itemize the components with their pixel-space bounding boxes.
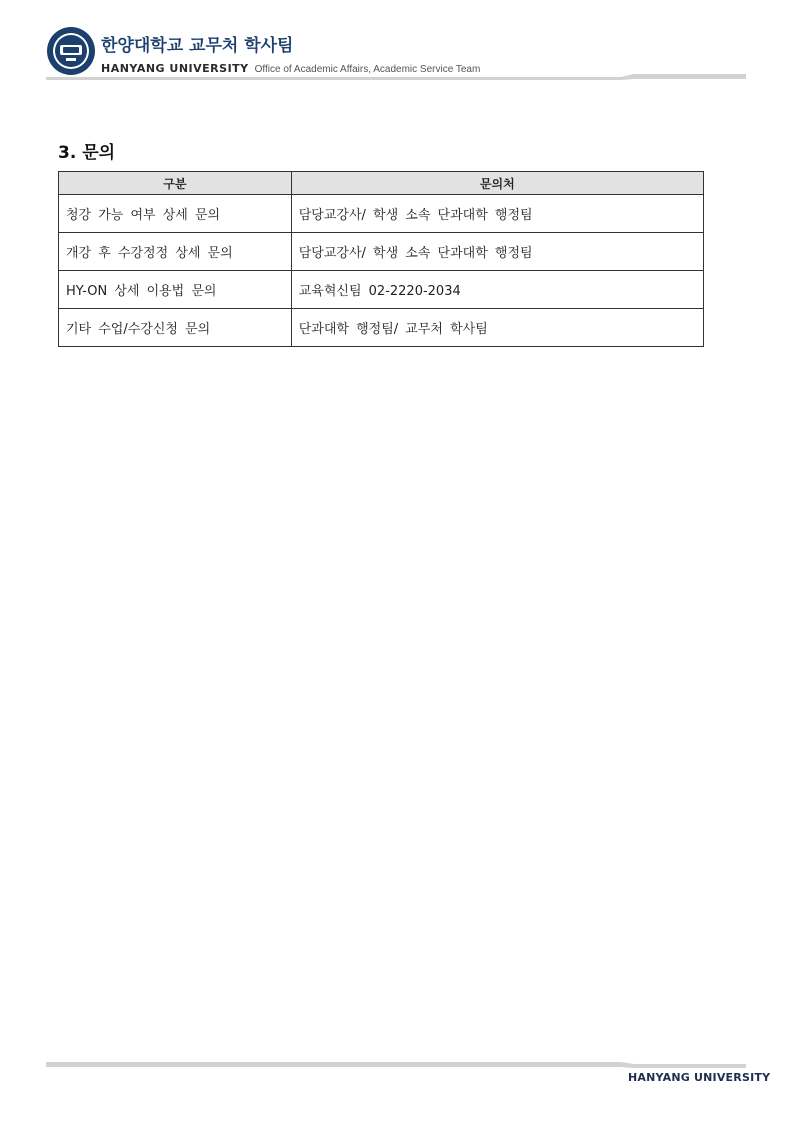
footer-divider (46, 1062, 746, 1068)
table-row (59, 233, 704, 271)
footer-university-name: HANYANG UNIVERSITY (628, 1071, 771, 1084)
table-cell-category: 기타 수업/수강신청 문의 (59, 309, 292, 347)
table-row (59, 195, 704, 233)
table-row (59, 271, 704, 309)
table-cell-category: 개강 후 수강정정 상세 문의 (59, 233, 292, 271)
column-header-category: 구분 (59, 172, 292, 195)
header-department-name: Office of Academic Affairs, Academic Service Team (254, 64, 481, 75)
table-cell-category: HY-ON 상세 이용법 문의 (59, 271, 292, 309)
table-cell-category: 청강 가능 여부 상세 문의 (59, 195, 292, 233)
inquiry-table (58, 171, 704, 347)
table-cell-contact: 교육혁신팀 02-2220-2034 (291, 271, 703, 309)
table-cell-contact: 담당교강사/ 학생 소속 단과대학 행정팀 (291, 195, 703, 233)
table-row (59, 309, 704, 347)
column-header-contact: 문의처 (291, 172, 703, 195)
header-university-name: HANYANG UNIVERSITY (101, 62, 249, 75)
header-title-korean: 한양대학교 교무처 학사팀 (101, 36, 294, 56)
section-title: 3. 문의 (58, 143, 116, 163)
table-header-row (59, 172, 704, 195)
table-cell-contact: 단과대학 행정팀/ 교무처 학사팀 (291, 309, 703, 347)
table-cell-contact: 담당교강사/ 학생 소속 단과대학 행정팀 (291, 233, 703, 271)
university-seal-icon (46, 26, 96, 76)
header-divider (46, 74, 746, 80)
